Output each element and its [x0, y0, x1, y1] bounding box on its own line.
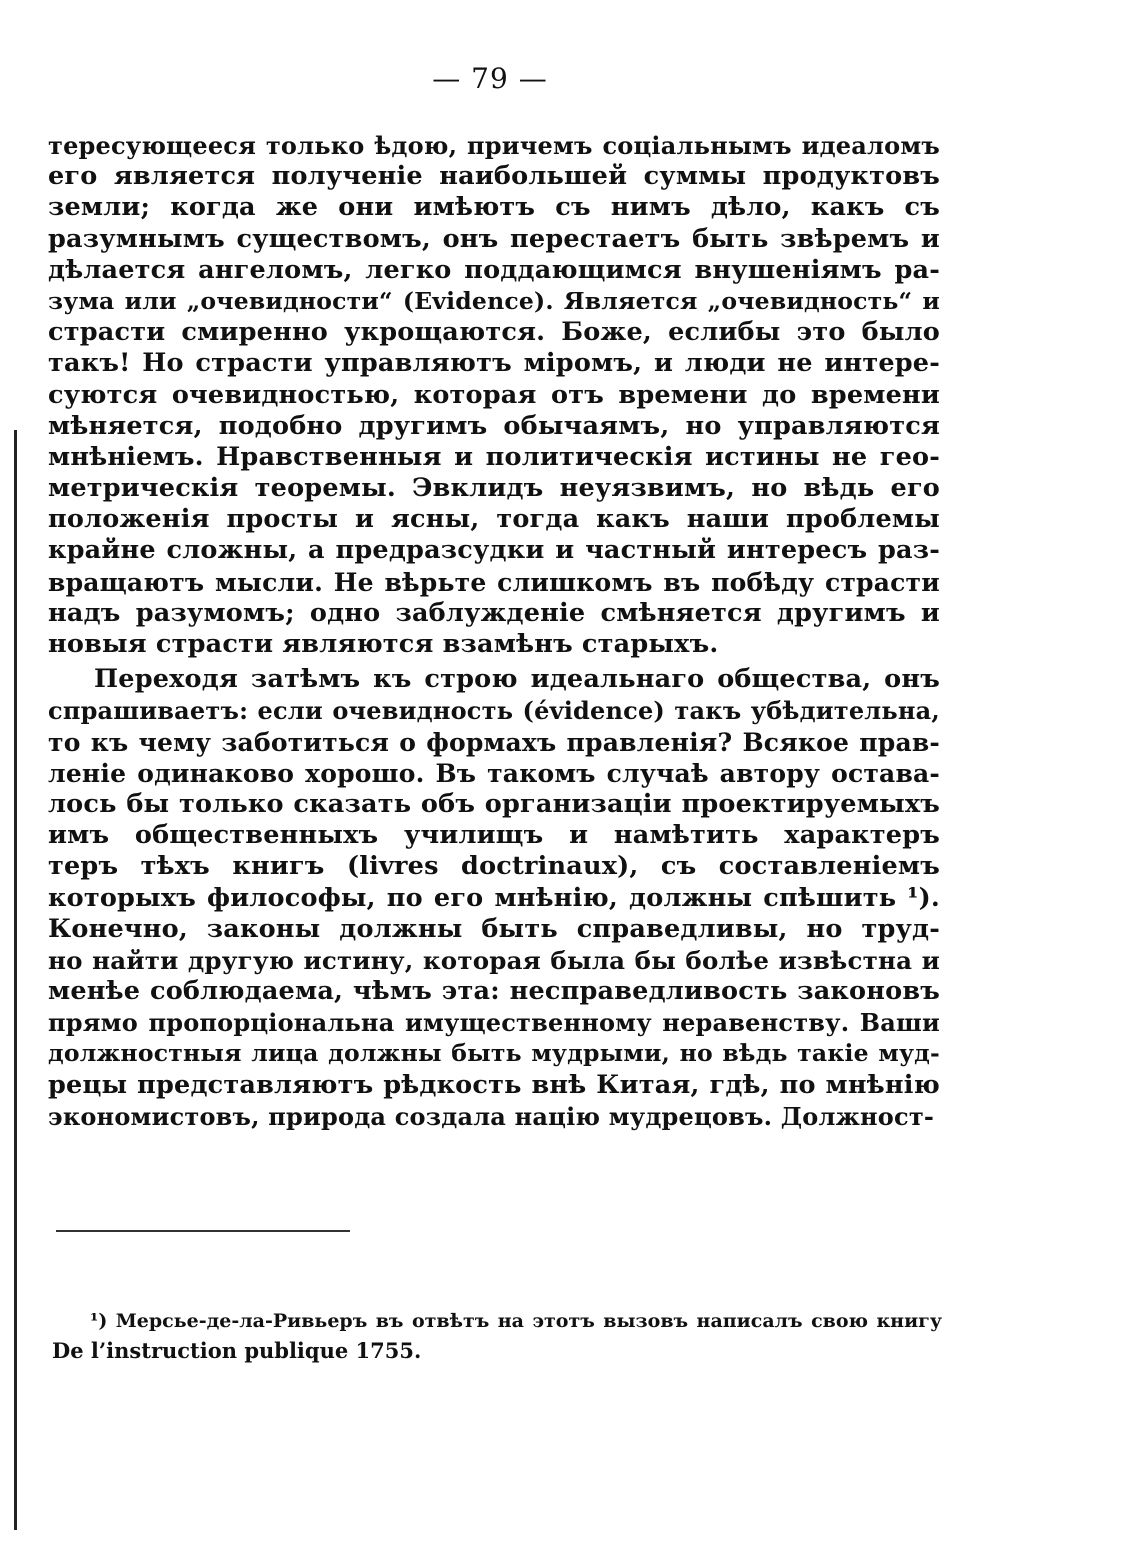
- footnote-line: De l’instruction publique 1755.: [52, 1338, 422, 1363]
- text-line: менѣе соблюдаема, чѣмъ эта: несправедливость законовъ: [48, 976, 940, 1007]
- paragraph-1: [48, 130, 940, 660]
- text-line: зума или „очевидности“ (Evidence). Является „очевидность“ и: [48, 286, 940, 315]
- text-line: положенія просты и ясны, тогда какъ наши проблемы: [48, 504, 940, 535]
- text-line: крайне сложны, а предразсудки и частный интересъ раз-: [48, 535, 940, 566]
- text-line: страсти смиренно укрощаются. Боже, еслибы это было: [48, 317, 940, 348]
- paragraph-2: [48, 664, 940, 1132]
- text-line: такъ! Но страсти управляютъ міромъ, и люди не интере-: [48, 348, 940, 379]
- text-line: спрашиваетъ: если очевидность (évidence) такъ убѣдительна,: [48, 696, 940, 726]
- text-line: прямо пропорціональна имущественному неравенству. Ваши: [48, 1008, 940, 1038]
- text-line: леніе одинаково хорошо. Въ такомъ случаѣ автору остава-: [48, 758, 940, 788]
- text-line: разумнымъ существомъ, онъ перестаетъ быть звѣремъ и: [48, 223, 940, 254]
- text-line: мѣняется, подобно другимъ обычаямъ, но управляются: [48, 410, 940, 441]
- text-line: вращаютъ мысли. Не вѣрьте слишкомъ въ побѣду страсти: [48, 567, 940, 597]
- text-line: метрическія теоремы. Эвклидъ неуязвимъ, но вѣдь его: [48, 473, 940, 504]
- text-line: то къ чему заботиться о формахъ правленія? Всякое прав-: [48, 727, 940, 757]
- page-left-edge: [14, 430, 17, 1530]
- footnote-line: ¹) Мерсье-де-ла-Ривьеръ въ отвѣтъ на этотъ вызовъ написалъ свою книгу: [90, 1310, 942, 1332]
- text-line: тересующееся только ѣдою, причемъ соціальнымъ идеаломъ: [48, 131, 940, 160]
- text-line: Переходя затѣмъ къ строю идеальнаго общества, онъ: [94, 664, 940, 695]
- body-text: [48, 130, 940, 1132]
- text-line: мнѣніемъ. Нравственныя и политическія истины не гео-: [48, 441, 940, 472]
- footnote-divider: [56, 1230, 350, 1232]
- text-line: надъ разумомъ; одно заблужденіе смѣняется другимъ и: [48, 597, 940, 628]
- text-line: имъ общественныхъ училищъ и намѣтить характеръ: [48, 820, 940, 851]
- text-line: Конечно, законы должны быть справедливы, но труд-: [48, 913, 940, 944]
- text-line: теръ тѣхъ книгъ (livres doctrinaux), съ составленіемъ: [48, 851, 940, 882]
- text-line: рецы представляютъ рѣдкость внѣ Китая, гдѣ, по мнѣнію: [48, 1069, 940, 1100]
- page-number: — 79 —: [432, 62, 548, 95]
- text-line: дѣлается ангеломъ, легко поддающимся внушеніямъ ра-: [48, 254, 940, 285]
- footnote: [52, 1306, 942, 1366]
- text-line: новыя страсти являются взамѣнъ старыхъ.: [48, 629, 719, 659]
- text-line: должностныя лица должны быть мудрыми, но вѣдь такіе муд-: [48, 1039, 940, 1068]
- text-line: экономистовъ, природа создала націю мудрецовъ. Должност-: [48, 1101, 935, 1131]
- text-line: лось бы только сказать объ организаціи проектируемыхъ: [48, 788, 940, 819]
- text-line: его является полученіе наибольшей суммы продуктовъ: [48, 161, 940, 192]
- text-line: суются очевидностью, которая отъ времени до времени: [48, 379, 940, 410]
- text-line: но найти другую истину, которая была бы болѣе извѣстна и: [48, 945, 940, 975]
- text-line: которыхъ философы, по его мнѣнію, должны спѣшить ¹).: [48, 882, 940, 913]
- text-line: земли; когда же они имѣютъ съ нимъ дѣло, какъ съ: [48, 192, 940, 223]
